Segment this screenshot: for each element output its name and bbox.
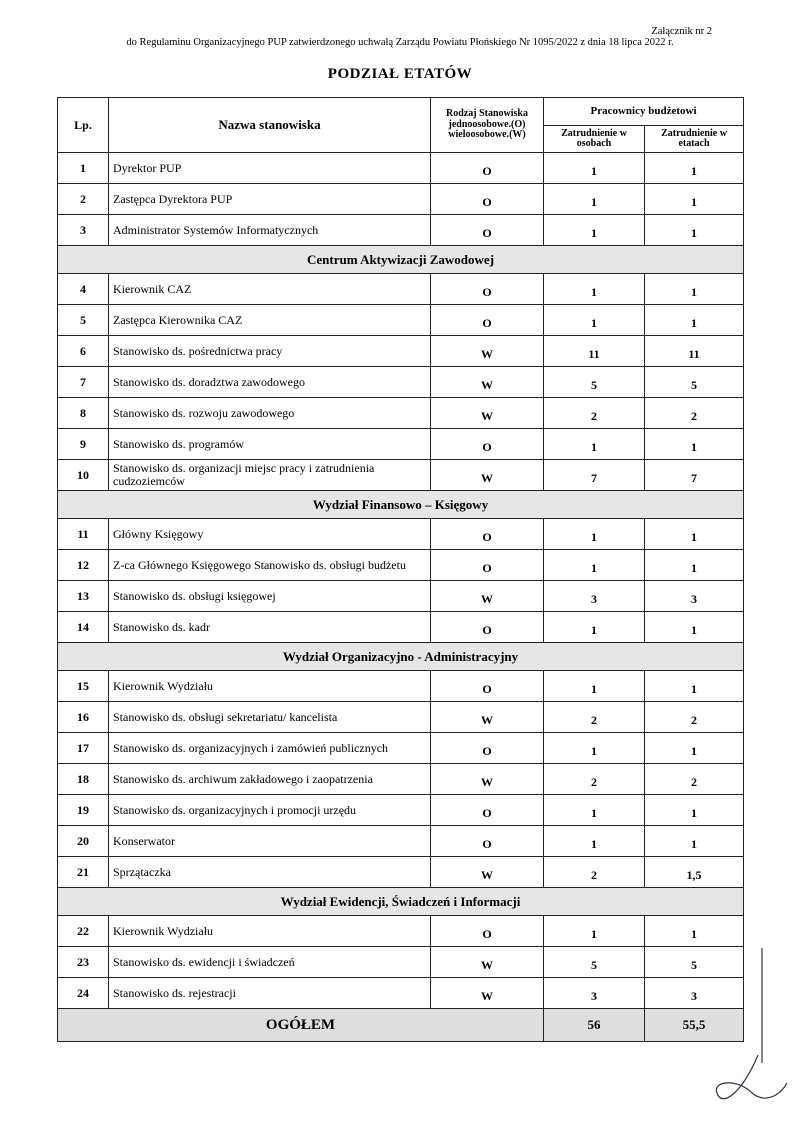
position-type: O xyxy=(431,274,544,305)
fte-count: 1 xyxy=(645,519,744,550)
section-row xyxy=(58,643,744,671)
table-row xyxy=(58,671,744,702)
position-name: Administrator Systemów Informatycznych xyxy=(109,215,431,246)
table-row xyxy=(58,947,744,978)
row-number: 20 xyxy=(58,826,109,857)
table-row xyxy=(58,460,744,491)
header-type: Rodzaj Stanowiska jednoosobowe.(O) wieloosobowe.(W) xyxy=(431,98,544,153)
position-name: Stanowisko ds. organizacyjnych i zamówień publicznych xyxy=(109,733,431,764)
row-number: 14 xyxy=(58,612,109,643)
row-number: 9 xyxy=(58,429,109,460)
header-persons: Zatrudnienie w osobach xyxy=(544,126,645,153)
position-type: O xyxy=(431,733,544,764)
position-type: W xyxy=(431,398,544,429)
position-type: O xyxy=(431,612,544,643)
section-title: Wydział Ewidencji, Świadczeń i Informacji xyxy=(58,888,744,916)
header-lp: Lp. xyxy=(58,98,109,153)
position-name: Stanowisko ds. kadr xyxy=(109,612,431,643)
fte-count: 11 xyxy=(645,336,744,367)
row-number: 8 xyxy=(58,398,109,429)
section-row xyxy=(58,246,744,274)
table-row xyxy=(58,857,744,888)
persons-count: 2 xyxy=(544,702,645,733)
row-number: 3 xyxy=(58,215,109,246)
position-type: W xyxy=(431,581,544,612)
total-fte: 55,5 xyxy=(645,1009,744,1042)
table-body xyxy=(58,153,744,1009)
persons-count: 1 xyxy=(544,733,645,764)
row-number: 7 xyxy=(58,367,109,398)
persons-count: 11 xyxy=(544,336,645,367)
persons-count: 1 xyxy=(544,215,645,246)
position-type: W xyxy=(431,460,544,491)
persons-count: 1 xyxy=(544,429,645,460)
row-number: 4 xyxy=(58,274,109,305)
annex-label: Załącznik nr 2 xyxy=(651,26,712,37)
row-number: 23 xyxy=(58,947,109,978)
position-name: Dyrektor PUP xyxy=(109,153,431,184)
position-type: O xyxy=(431,795,544,826)
position-name: Główny Księgowy xyxy=(109,519,431,550)
section-title: Wydział Organizacyjno - Administracyjny xyxy=(58,643,744,671)
fte-count: 2 xyxy=(645,702,744,733)
table-row xyxy=(58,305,744,336)
persons-count: 5 xyxy=(544,367,645,398)
row-number: 22 xyxy=(58,916,109,947)
section-row xyxy=(58,491,744,519)
table-row xyxy=(58,916,744,947)
table-row xyxy=(58,550,744,581)
table-row xyxy=(58,826,744,857)
persons-count: 1 xyxy=(544,671,645,702)
fte-count: 1 xyxy=(645,305,744,336)
position-type: W xyxy=(431,764,544,795)
position-name: Stanowisko ds. obsługi księgowej xyxy=(109,581,431,612)
row-number: 6 xyxy=(58,336,109,367)
row-number: 15 xyxy=(58,671,109,702)
table-row xyxy=(58,336,744,367)
fte-count: 1 xyxy=(645,184,744,215)
table-row xyxy=(58,764,744,795)
position-type: W xyxy=(431,702,544,733)
fte-count: 1 xyxy=(645,671,744,702)
position-name: Stanowisko ds. archiwum zakładowego i zaopatrzenia xyxy=(109,764,431,795)
position-type: O xyxy=(431,215,544,246)
position-name: Kierownik Wydziału xyxy=(109,916,431,947)
total-persons: 56 xyxy=(544,1009,645,1042)
table-row xyxy=(58,519,744,550)
table-row xyxy=(58,581,744,612)
persons-count: 2 xyxy=(544,857,645,888)
persons-count: 1 xyxy=(544,519,645,550)
total-row xyxy=(58,1009,744,1042)
total-label: OGÓŁEM xyxy=(58,1009,544,1042)
header-name: Nazwa stanowiska xyxy=(109,98,431,153)
persons-count: 1 xyxy=(544,612,645,643)
header-budget: Pracownicy budżetowi xyxy=(544,98,744,126)
position-name: Sprzątaczka xyxy=(109,857,431,888)
row-number: 11 xyxy=(58,519,109,550)
persons-count: 1 xyxy=(544,826,645,857)
row-number: 17 xyxy=(58,733,109,764)
row-number: 13 xyxy=(58,581,109,612)
row-number: 1 xyxy=(58,153,109,184)
table-row xyxy=(58,795,744,826)
fte-count: 1 xyxy=(645,429,744,460)
position-name: Kierownik CAZ xyxy=(109,274,431,305)
section-title: Wydział Finansowo – Księgowy xyxy=(58,491,744,519)
position-name: Z-ca Głównego Księgowego Stanowisko ds. obsługi budżetu xyxy=(109,550,431,581)
position-type: W xyxy=(431,947,544,978)
persons-count: 7 xyxy=(544,460,645,491)
persons-count: 1 xyxy=(544,305,645,336)
header-fte: Zatrudnienie w etatach xyxy=(645,126,744,153)
position-type: W xyxy=(431,857,544,888)
fte-count: 1 xyxy=(645,612,744,643)
position-name: Stanowisko ds. programów xyxy=(109,429,431,460)
signature-mark xyxy=(712,943,792,1113)
position-type: W xyxy=(431,367,544,398)
persons-count: 1 xyxy=(544,274,645,305)
persons-count: 1 xyxy=(544,153,645,184)
fte-count: 5 xyxy=(645,947,744,978)
position-name: Stanowisko ds. rozwoju zawodowego xyxy=(109,398,431,429)
fte-count: 1 xyxy=(645,733,744,764)
position-type: O xyxy=(431,826,544,857)
position-type: O xyxy=(431,671,544,702)
position-type: W xyxy=(431,336,544,367)
position-type: O xyxy=(431,184,544,215)
table-row xyxy=(58,184,744,215)
fte-count: 1 xyxy=(645,153,744,184)
table-row xyxy=(58,429,744,460)
row-number: 10 xyxy=(58,460,109,491)
fte-count: 7 xyxy=(645,460,744,491)
position-name: Zastępca Dyrektora PUP xyxy=(109,184,431,215)
persons-count: 2 xyxy=(544,764,645,795)
position-type: O xyxy=(431,519,544,550)
fte-count: 1 xyxy=(645,274,744,305)
fte-count: 5 xyxy=(645,367,744,398)
position-name: Kierownik Wydziału xyxy=(109,671,431,702)
fte-count: 1 xyxy=(645,795,744,826)
position-name: Stanowisko ds. organizacji miejsc pracy i zatrudnienia cudzoziemców xyxy=(109,460,431,491)
table-row xyxy=(58,274,744,305)
position-type: O xyxy=(431,305,544,336)
position-name: Stanowisko ds. pośrednictwa pracy xyxy=(109,336,431,367)
fte-count: 1 xyxy=(645,215,744,246)
position-name: Stanowisko ds. organizacyjnych i promocji urzędu xyxy=(109,795,431,826)
row-number: 21 xyxy=(58,857,109,888)
row-number: 18 xyxy=(58,764,109,795)
position-name: Stanowisko ds. ewidencji i świadczeń xyxy=(109,947,431,978)
staffing-table xyxy=(57,97,744,1042)
row-number: 19 xyxy=(58,795,109,826)
position-type: O xyxy=(431,916,544,947)
position-type: W xyxy=(431,978,544,1009)
persons-count: 5 xyxy=(544,947,645,978)
row-number: 16 xyxy=(58,702,109,733)
table-row xyxy=(58,612,744,643)
persons-count: 3 xyxy=(544,978,645,1009)
fte-count: 1 xyxy=(645,550,744,581)
fte-count: 2 xyxy=(645,398,744,429)
fte-count: 3 xyxy=(645,978,744,1009)
row-number: 5 xyxy=(58,305,109,336)
row-number: 12 xyxy=(58,550,109,581)
table-row xyxy=(58,367,744,398)
position-name: Stanowisko ds. obsługi sekretariatu/ kancelista xyxy=(109,702,431,733)
fte-count: 1 xyxy=(645,826,744,857)
table-row xyxy=(58,978,744,1009)
document-subtitle: do Regulaminu Organizacyjnego PUP zatwierdzonego uchwałą Zarządu Powiatu Płońskiego Nr 1095/2022 z dnia 18 lipca 2022 r. xyxy=(126,37,674,48)
persons-count: 1 xyxy=(544,795,645,826)
persons-count: 1 xyxy=(544,916,645,947)
table-row xyxy=(58,153,744,184)
persons-count: 2 xyxy=(544,398,645,429)
fte-count: 1,5 xyxy=(645,857,744,888)
position-type: O xyxy=(431,550,544,581)
fte-count: 1 xyxy=(645,916,744,947)
table-row xyxy=(58,733,744,764)
section-title: Centrum Aktywizacji Zawodowej xyxy=(58,246,744,274)
persons-count: 3 xyxy=(544,581,645,612)
persons-count: 1 xyxy=(544,550,645,581)
position-type: O xyxy=(431,429,544,460)
fte-count: 3 xyxy=(645,581,744,612)
position-name: Stanowisko ds. doradztwa zawodowego xyxy=(109,367,431,398)
row-number: 24 xyxy=(58,978,109,1009)
table-row xyxy=(58,398,744,429)
page-title: PODZIAŁ ETATÓW xyxy=(327,66,473,82)
position-name: Stanowisko ds. rejestracji xyxy=(109,978,431,1009)
position-type: O xyxy=(431,153,544,184)
fte-count: 2 xyxy=(645,764,744,795)
position-name: Zastępca Kierownika CAZ xyxy=(109,305,431,336)
position-name: Konserwator xyxy=(109,826,431,857)
table-row xyxy=(58,702,744,733)
persons-count: 1 xyxy=(544,184,645,215)
table-row xyxy=(58,215,744,246)
row-number: 2 xyxy=(58,184,109,215)
section-row xyxy=(58,888,744,916)
